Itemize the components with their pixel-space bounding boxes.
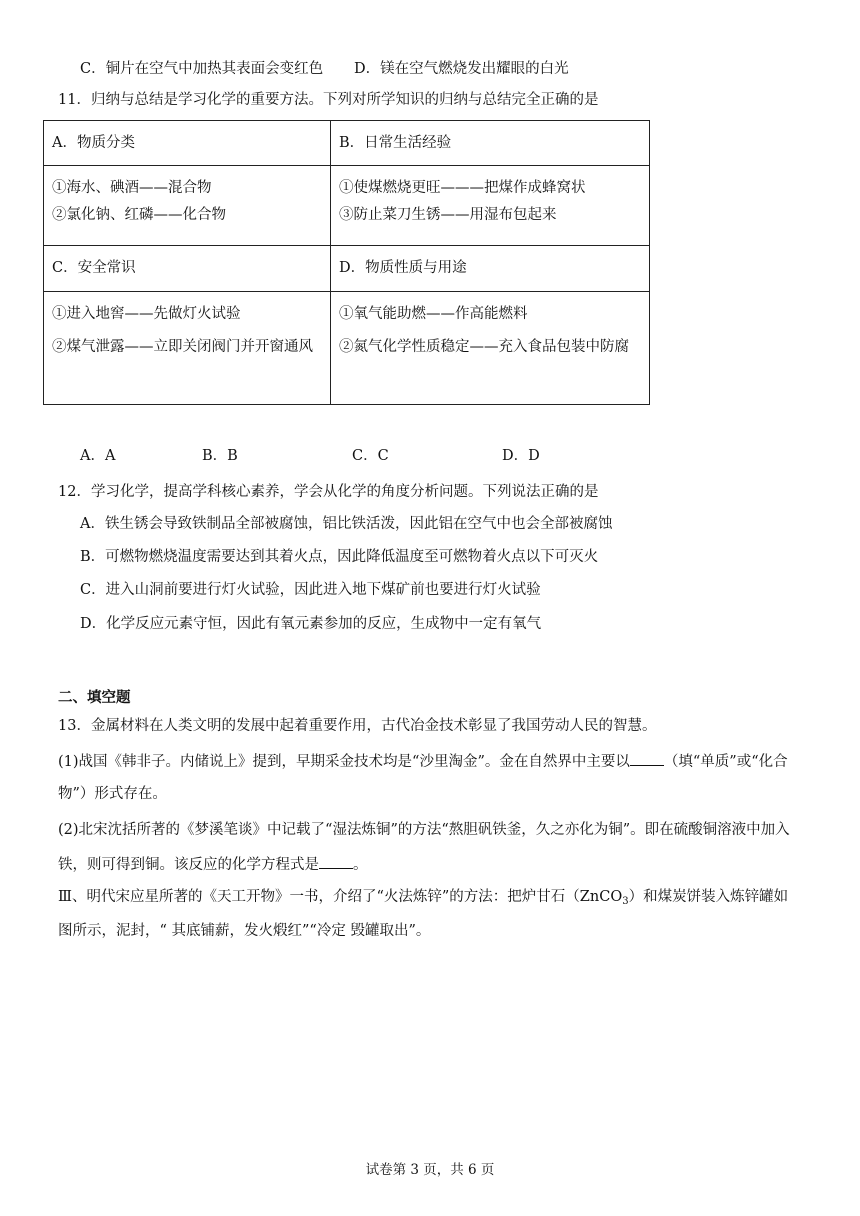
- q13-part2-line2: 铁，则可得到铜。该反应的化学方程式是 。: [58, 853, 368, 875]
- q13-stem: 13．金属材料在人类文明的发展中起着重要作用，古代冶金技术彰显了我国劳动人民的智慧。: [58, 718, 657, 734]
- q13-part1-line2: 物”）形式存在。: [58, 786, 167, 802]
- answer-blank[interactable]: [319, 853, 353, 869]
- q13-part3-line1: Ⅲ、明代宋应星所著的《天工开物》一书，介绍了“火法炼锌”的方法：把炉甘石（ZnCO$_3$）和煤炭饼装入炼锌罐如: [58, 889, 789, 907]
- q11-stem: 11．归纳与总结是学习化学的重要方法。下列对所学知识的归纳与总结完全正确的是: [58, 92, 599, 108]
- q11-option-a: A．A: [80, 448, 116, 464]
- page-footer: 试卷第 3 页，共 6 页: [365, 1162, 495, 1178]
- cell-a-items: ①海水、碘酒——混合物 ②氯化钠、红磷——化合物: [44, 166, 331, 246]
- q11-option-d: D．D: [502, 448, 540, 464]
- answer-blank[interactable]: [630, 750, 664, 766]
- cell-b-head: B．日常生活经验: [331, 121, 650, 166]
- section-title: 二、填空题: [58, 690, 131, 706]
- q12-option-c: C．进入山洞前要进行灯火试验，因此进入地下煤矿前也要进行灯火试验: [80, 582, 541, 598]
- cell-c-head: C．安全常识: [44, 246, 331, 292]
- q13-part3-line2: 图所示，泥封，“ 其底铺薪，发火煅红”“冷定 毁罐取出”。: [58, 923, 431, 939]
- cell-a-head: A．物质分类: [44, 121, 331, 166]
- cell-c-items: ①进入地窖——先做灯火试验 ②煤气泄露——立即关闭阀门并开窗通风: [44, 292, 331, 405]
- q12-option-a: A．铁生锈会导致铁制品全部被腐蚀，铝比铁活泼，因此铝在空气中也会全部被腐蚀: [80, 516, 613, 532]
- q12-option-d: D．化学反应元素守恒，因此有氧元素参加的反应，生成物中一定有氧气: [80, 616, 542, 632]
- cell-d-head: D．物质性质与用途: [331, 246, 650, 292]
- cell-d-items: ①氧气能助燃——作高能燃料 ②氮气化学性质稳定——充入食品包装中防腐: [331, 292, 650, 405]
- q10-option-c: C．铜片在空气中加热其表面会变红色: [80, 61, 324, 77]
- q12-stem: 12．学习化学，提高学科核心素养，学会从化学的角度分析问题。下列说法正确的是: [58, 484, 599, 500]
- q13-part2-line1: (2)北宋沈括所著的《梦溪笔谈》中记载了“湿法炼铜”的方法“熬胆矾铁釜，久之亦化为铜”。即在硫酸铜溶液中加入: [58, 822, 790, 838]
- q11-option-b: B．B: [202, 448, 238, 464]
- q11-table: [43, 120, 650, 405]
- q13-part1-line1: (1)战国《韩非子。内储说上》提到，早期采金技术均是“沙里淘金”。金在自然界中主要以 （填“单质”或“化合: [58, 750, 788, 772]
- q10-option-d: D．镁在空气燃烧发出耀眼的白光: [354, 61, 569, 77]
- cell-b-items: ①使煤燃烧更旺———把煤作成蜂窝状 ③防止菜刀生锈——用湿布包起来: [331, 166, 650, 246]
- q12-option-b: B．可燃物燃烧温度需要达到其着火点，因此降低温度至可燃物着火点以下可灭火: [80, 549, 599, 565]
- q11-option-c: C．C: [352, 448, 389, 464]
